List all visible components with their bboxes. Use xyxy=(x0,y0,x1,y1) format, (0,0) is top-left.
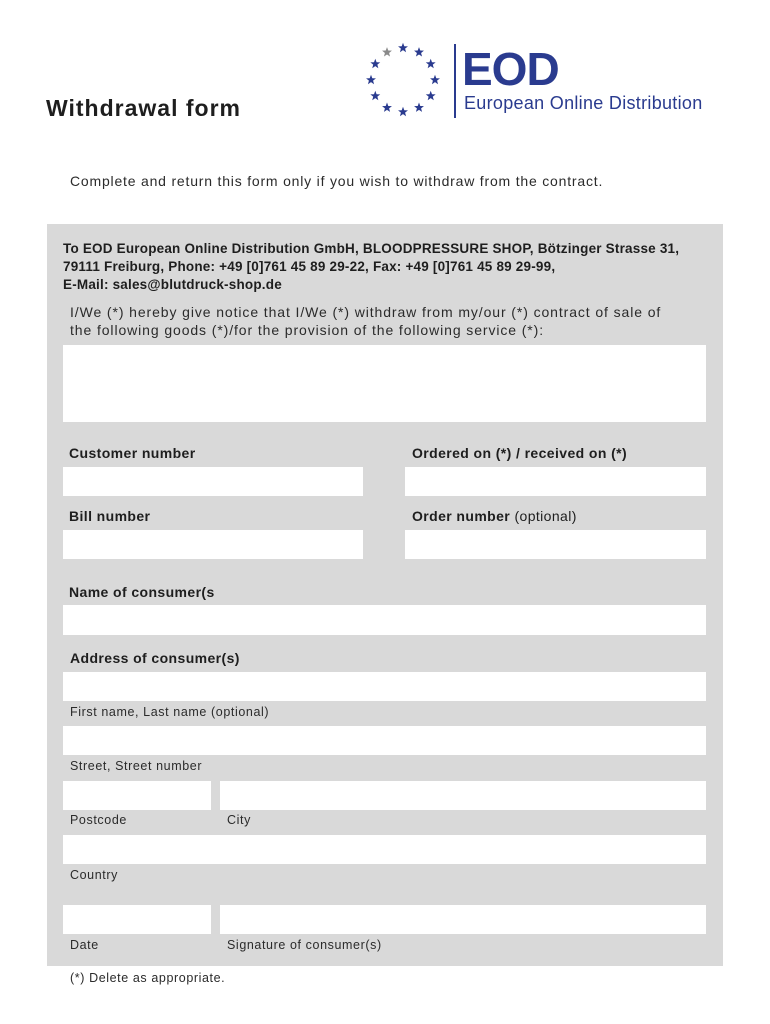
notice-line-2: the following goods (*)/for the provision of the following service (*): xyxy=(70,322,544,338)
order-number-field[interactable] xyxy=(405,530,706,559)
star-icon xyxy=(398,107,408,116)
eod-logo xyxy=(358,40,728,122)
city-field[interactable] xyxy=(220,781,706,810)
star-icon xyxy=(414,103,424,112)
logo-divider xyxy=(454,44,456,118)
page-title: Withdrawal form xyxy=(46,95,241,121)
country-field[interactable] xyxy=(63,835,706,864)
date-label: Date xyxy=(70,938,99,952)
city-label: City xyxy=(227,813,251,827)
address-line-2: 79111 Freiburg, Phone: +49 [0]761 45 89 29-22, Fax: +49 [0]761 45 89 29-99, xyxy=(63,259,556,274)
withdrawal-notice xyxy=(70,303,710,339)
star-icon xyxy=(370,91,380,100)
star-icon xyxy=(382,103,392,112)
address-line-1: To EOD European Online Distribution GmbH, BLOODPRESSURE SHOP, Bötzinger Strasse 31, xyxy=(63,241,680,256)
star-icon xyxy=(398,43,408,52)
signature-field[interactable] xyxy=(220,905,706,934)
first-last-name-label: First name, Last name (optional) xyxy=(70,705,270,719)
eu-stars-icon xyxy=(358,40,448,122)
postcode-field[interactable] xyxy=(63,781,211,810)
order-number-text: Order number xyxy=(412,508,511,524)
recipient-address xyxy=(63,240,728,294)
bill-number-field[interactable] xyxy=(63,530,363,559)
first-last-name-field[interactable] xyxy=(63,672,706,701)
street-field[interactable] xyxy=(63,726,706,755)
customer-number-label: Customer number xyxy=(69,445,196,461)
ordered-on-field[interactable] xyxy=(405,467,706,496)
goods-services-field[interactable] xyxy=(63,345,706,422)
logo-wordmark: EOD xyxy=(462,43,559,95)
star-icon xyxy=(426,59,436,68)
logo-subtitle: European Online Distribution xyxy=(464,93,703,113)
order-number-label xyxy=(412,508,577,524)
signature-label: Signature of consumer(s) xyxy=(227,938,382,952)
country-label: Country xyxy=(70,868,118,882)
address-line-3: E-Mail: sales@blutdruck-shop.de xyxy=(63,277,282,292)
ordered-on-label: Ordered on (*) / received on (*) xyxy=(412,445,628,461)
star-icon xyxy=(366,75,376,84)
consumer-name-label: Name of consumer(s xyxy=(69,584,215,600)
consumer-address-label: Address of consumer(s) xyxy=(70,650,240,666)
footnote: (*) Delete as appropriate. xyxy=(70,971,226,985)
bill-number-label: Bill number xyxy=(69,508,151,524)
street-label: Street, Street number xyxy=(70,759,203,773)
star-icon xyxy=(430,75,440,84)
customer-number-field[interactable] xyxy=(63,467,363,496)
optional-note: (optional) xyxy=(510,508,577,524)
intro-text: Complete and return this form only if you wish to withdraw from the contract. xyxy=(70,173,604,189)
star-icon xyxy=(382,47,392,56)
postcode-label: Postcode xyxy=(70,813,127,827)
star-icon xyxy=(414,47,424,56)
consumer-name-field[interactable] xyxy=(63,605,706,635)
date-field[interactable] xyxy=(63,905,211,934)
star-icon xyxy=(426,91,436,100)
notice-line-1: I/We (*) hereby give notice that I/We (*) withdraw from my/our (*) contract of sale of xyxy=(70,304,662,320)
star-icon xyxy=(370,59,380,68)
